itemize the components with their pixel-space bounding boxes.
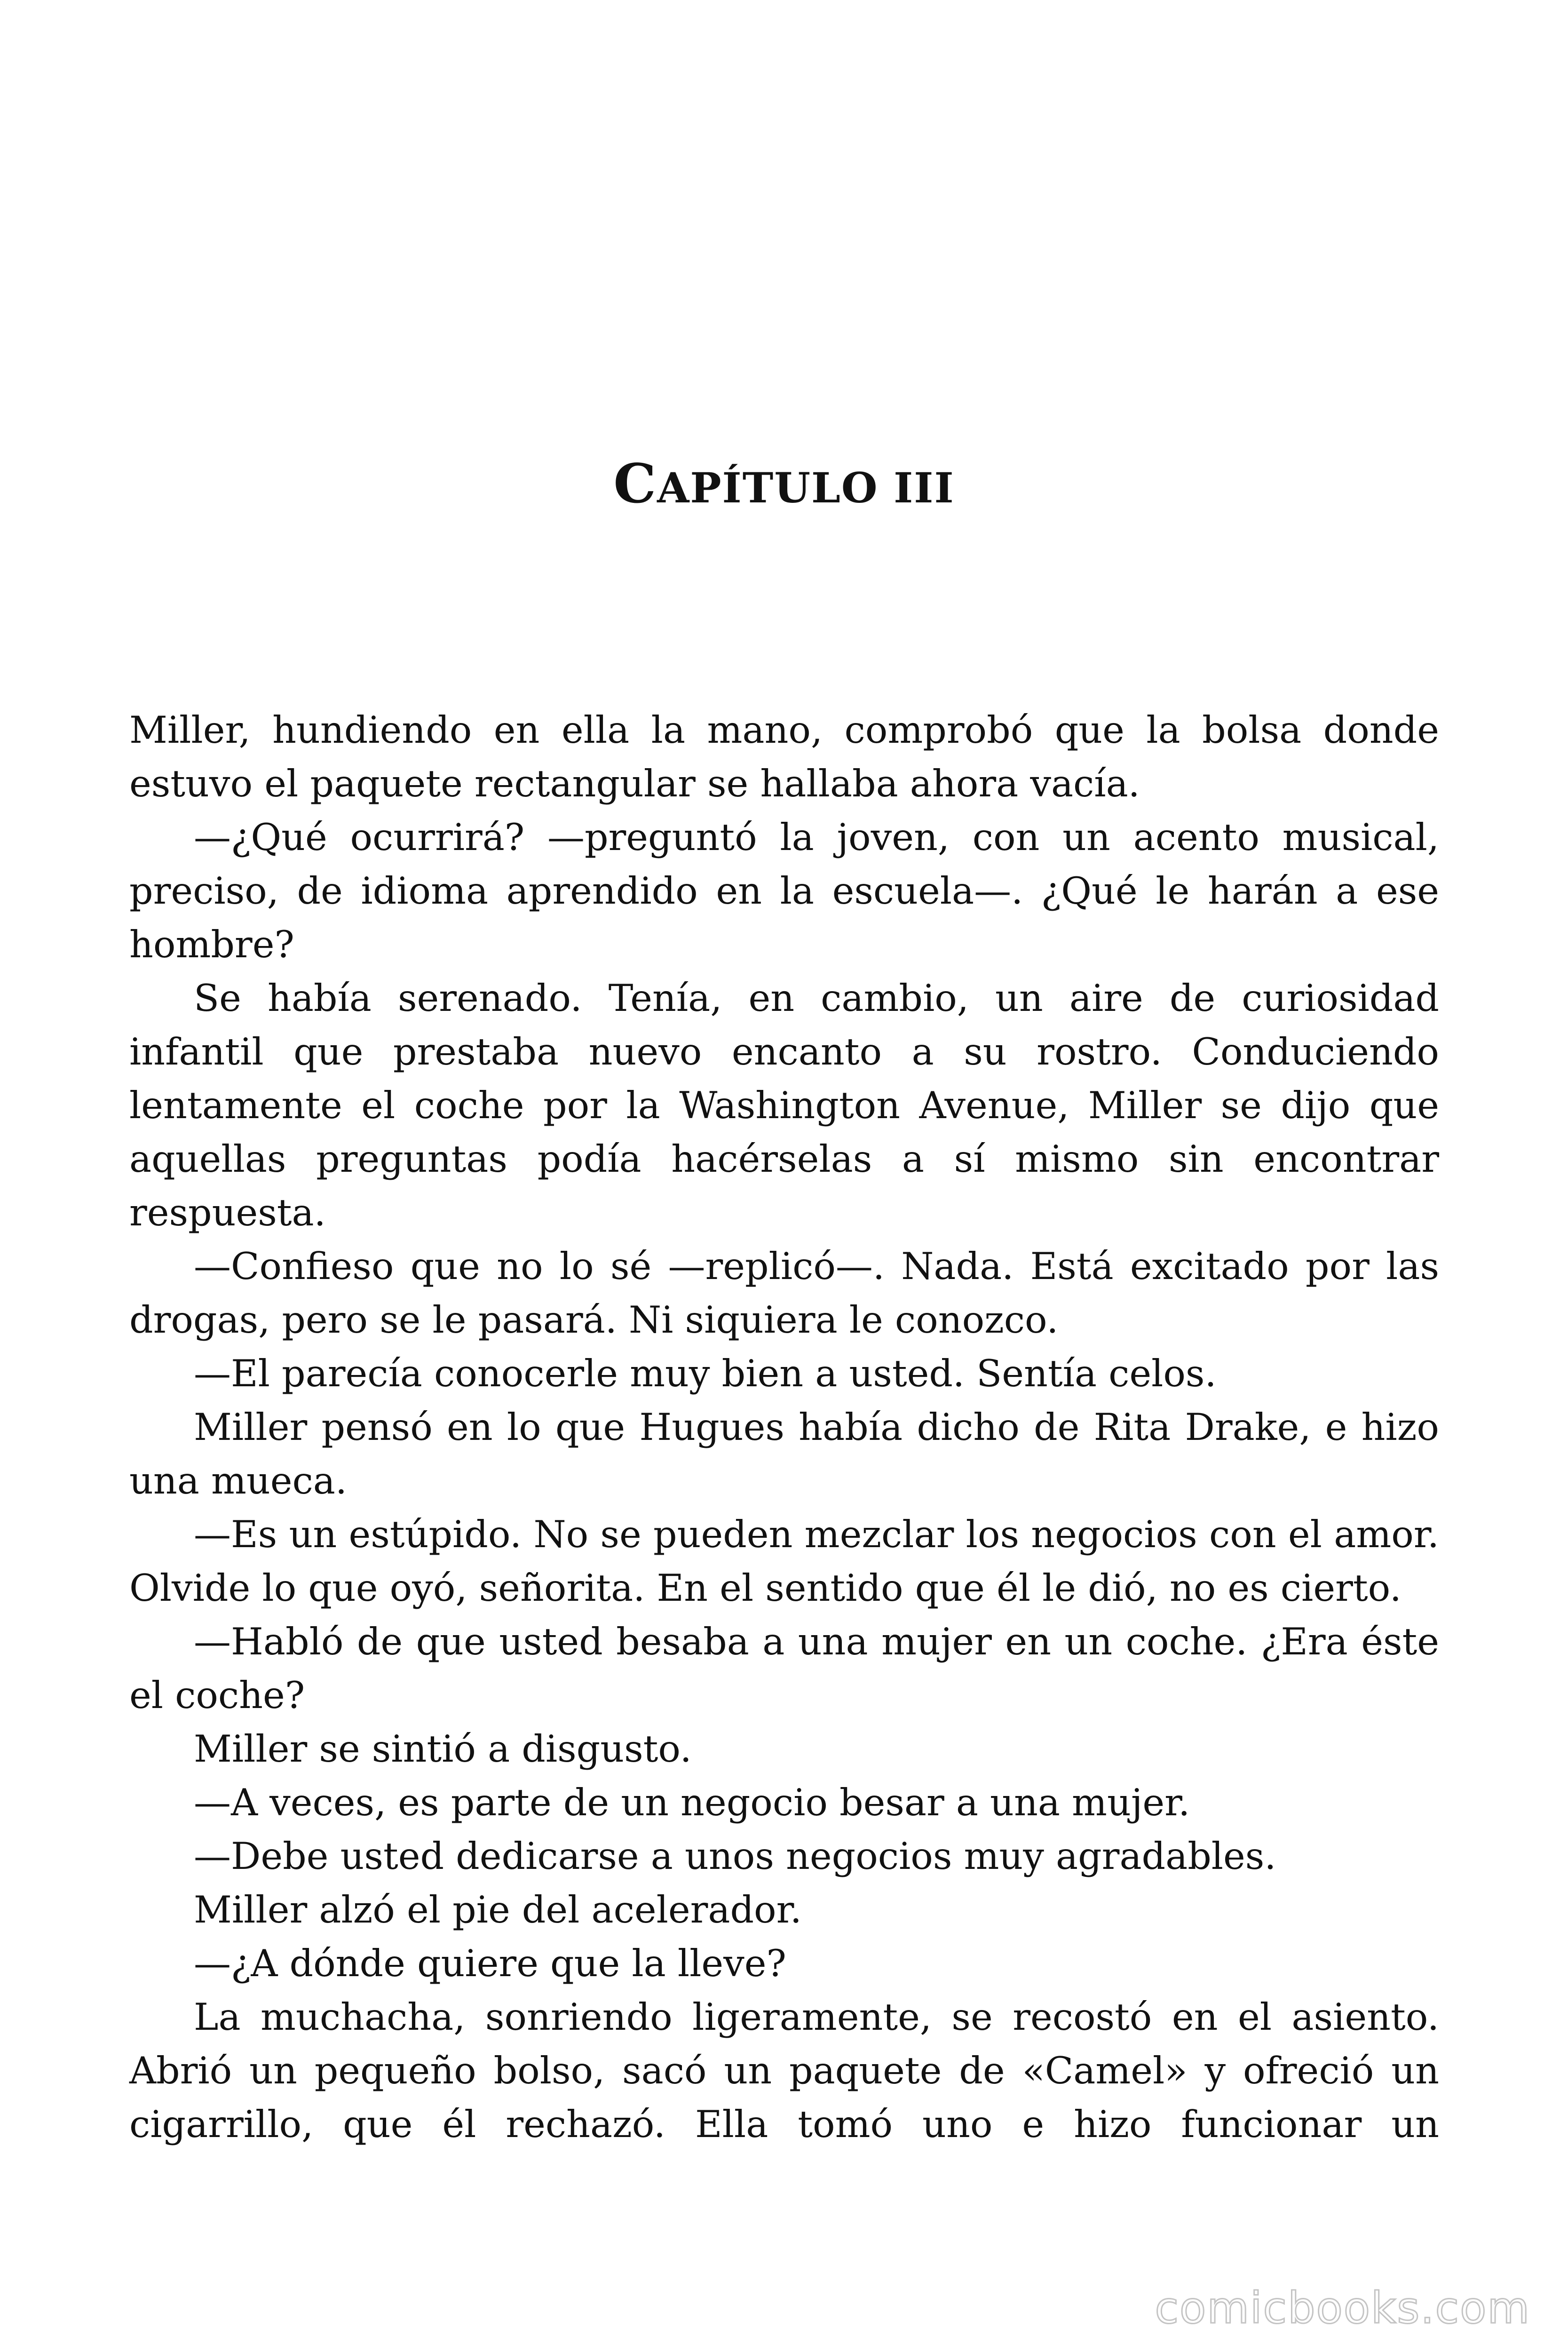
paragraph: —¿A dónde quiere que la lleve?	[194, 1942, 786, 1985]
paragraph: Miller alzó el pie del acelerador.	[194, 1888, 802, 1931]
paragraph: —Es un estúpido. No se pueden mezclar los negocios con el amor. Olvide lo que oyó, señorita. En el sentido que él le dió, no es cierto.	[129, 1513, 1439, 1610]
watermark: comicbooks.com	[1155, 2283, 1530, 2333]
chapter-title-rest: APÍTULO III	[657, 463, 955, 512]
paragraph: Miller pensó en lo que Hugues había dicho de Rita Drake, e hizo una mueca.	[129, 1406, 1439, 1502]
paragraph: Miller se sintió a disgusto.	[194, 1727, 692, 1771]
paragraph-last: La muchacha, sonriendo ligeramente, se recostó en el asiento. Abrió un pequeño bolso, sacó un paquete de «Camel» y ofreció un cigarrillo, que él rechazó. Ella tomó uno e hizo funcionar un	[129, 1995, 1439, 2146]
paragraph: Se había serenado. Tenía, en cambio, un aire de curiosidad infantil que prestaba nuevo encanto a su rostro. Conduciendo lentamente el coche por la Washington Avenue, Miller se dijo que aquellas preguntas podía hacérselas a sí mismo sin encontrar respuesta.	[129, 977, 1439, 1234]
paragraph: Miller, hundiendo en ella la mano, comprobó que la bolsa donde estuvo el paquete rectangular se hallaba ahora vacía.	[129, 708, 1439, 805]
paragraph: —El parecía conocerle muy bien a usted. Sentía celos.	[194, 1352, 1217, 1395]
chapter-body	[129, 703, 1439, 2151]
chapter-title-initial: C	[613, 452, 657, 515]
paragraph: —Debe usted dedicarse a unos negocios muy agradables.	[194, 1835, 1276, 1878]
paragraph: —¿Qué ocurrirá? —preguntó la joven, con un acento musical, preciso, de idioma aprendido en la escuela—. ¿Qué le harán a ese hombre?	[129, 816, 1439, 966]
paragraph: —A veces, es parte de un negocio besar a una mujer.	[194, 1781, 1190, 1824]
paragraph: —Confieso que no lo sé —replicó—. Nada. Está excitado por las drogas, pero se le pasará. Ni siquiera le conozco.	[129, 1245, 1439, 1342]
chapter-title	[0, 452, 1568, 516]
paragraph: —Habló de que usted besaba a una mujer en un coche. ¿Era éste el coche?	[129, 1620, 1439, 1717]
